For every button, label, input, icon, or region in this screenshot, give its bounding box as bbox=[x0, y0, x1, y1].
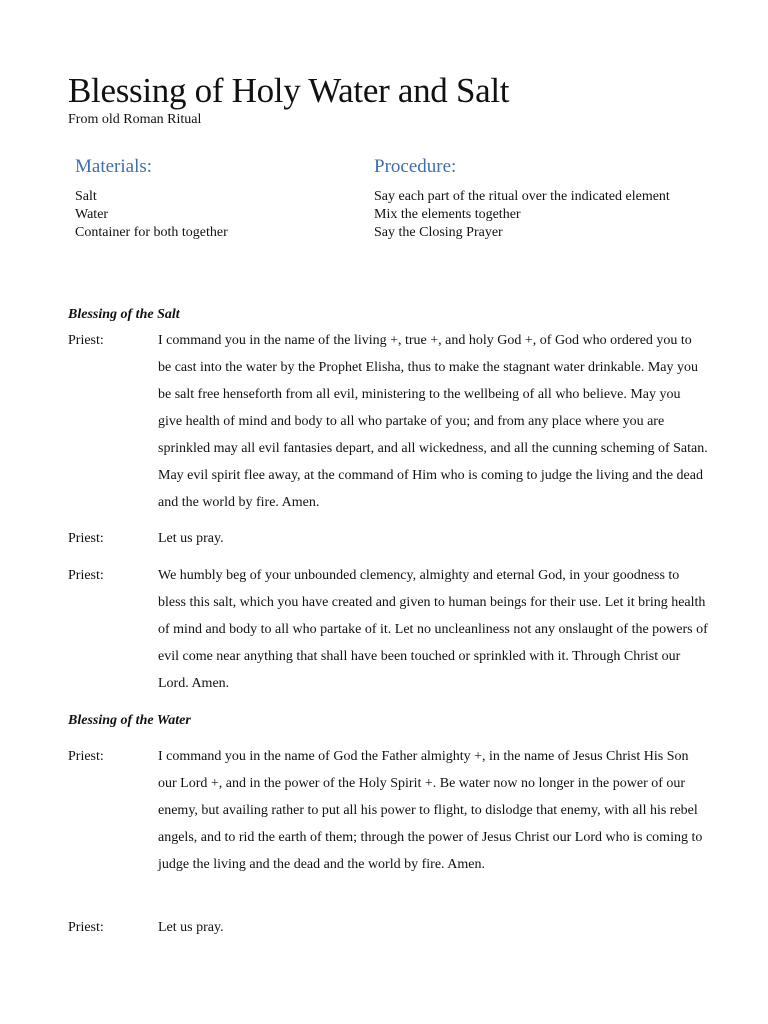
document-title: Blessing of Holy Water and Salt bbox=[68, 71, 510, 110]
procedure-step: Say each part of the ritual over the indicated element bbox=[374, 189, 670, 204]
speaker-label: Priest: bbox=[68, 749, 104, 764]
procedure-step: Mix the elements together bbox=[374, 207, 521, 222]
section-heading-salt: Blessing of the Salt bbox=[68, 307, 180, 322]
prayer-text: We humbly beg of your unbounded clemency, almighty and eternal God, in your goodness to bless this salt, which you have created and given to human beings for their use. Let it bring health of mind and body to all who partake of it. Let no uncleanliness not any onslaught of the powers of evil come near anything that shall have been touched or sprinkled with it. Through Christ our Lord. Amen. bbox=[158, 568, 708, 691]
materials-heading: Materials: bbox=[75, 156, 153, 177]
speaker-label: Priest: bbox=[68, 920, 104, 935]
materials-item: Container for both together bbox=[75, 225, 228, 240]
speaker-label: Priest: bbox=[68, 333, 104, 348]
materials-item: Water bbox=[75, 207, 109, 222]
prayer-text: Let us pray. bbox=[158, 920, 224, 935]
prayer-text: I command you in the name of God the Father almighty +, in the name of Jesus Christ His Son our Lord +, and in the power of the Holy Spirit +. Be water now no longer in the power of our enemy, but availing rather to put all his power to flight, to dislodge that enemy, with all his rebel angels, and to rid the earth of them; through the power of Jesus Christ our Lord who is coming to judge the living and the dead and the world by fire. Amen. bbox=[158, 749, 703, 872]
prayer-text: Let us pray. bbox=[158, 531, 224, 546]
speaker-label: Priest: bbox=[68, 568, 104, 583]
materials-item: Salt bbox=[75, 189, 97, 204]
document-subtitle: From old Roman Ritual bbox=[68, 112, 202, 127]
section-heading-water: Blessing of the Water bbox=[68, 713, 191, 728]
materials-list bbox=[75, 188, 355, 242]
procedure-heading: Procedure: bbox=[374, 156, 457, 177]
speaker-label: Priest: bbox=[68, 531, 104, 546]
prayer-text: I command you in the name of the living +, true +, and holy God +, of God who ordered you to be cast into the water by the Prophet Elisha, thus to make the stagnant water drinkable. May you be salt free henseforth from all evil, ministering to the wellbeing of all who believe. May you give health of mind and body to all who partake of you; and from any place where you are sprinkled may all evil fantasies depart, and all wickedness, and all the cunning scheming of Satan. May evil spirit flee away, at the command of Him who is coming to judge the living and the dead and the world by fire. Amen. bbox=[158, 333, 708, 510]
procedure-column bbox=[374, 155, 734, 242]
procedure-step: Say the Closing Prayer bbox=[374, 225, 503, 240]
procedure-list bbox=[374, 188, 734, 242]
materials-column bbox=[75, 155, 355, 242]
